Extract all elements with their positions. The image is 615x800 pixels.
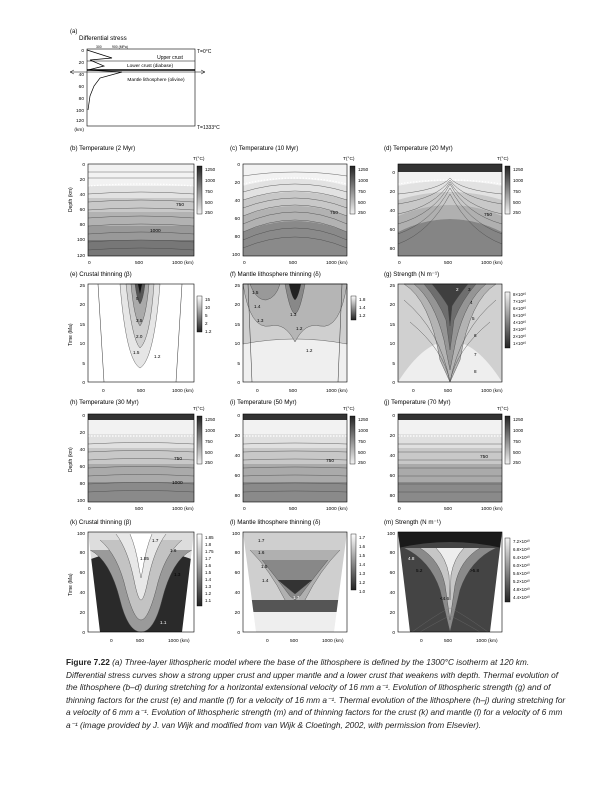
svg-text:10: 10: [205, 305, 211, 310]
svg-text:0: 0: [82, 631, 85, 636]
svg-text:1.2: 1.2: [359, 580, 366, 585]
panel-k-plot: [88, 532, 194, 632]
svg-text:500: 500: [358, 450, 366, 455]
svg-text:1.3: 1.3: [359, 571, 366, 576]
svg-text:60: 60: [79, 571, 85, 576]
svg-text:1.2: 1.2: [205, 329, 212, 334]
panel-k-title: (k) Crustal thinning (β): [70, 519, 132, 526]
svg-text:0: 0: [237, 381, 240, 386]
b-label-750: 750: [176, 203, 185, 208]
svg-text:0: 0: [392, 171, 395, 176]
svg-text:1000: 1000: [205, 178, 216, 183]
c-label-750: 750: [330, 211, 339, 216]
svg-text:40: 40: [234, 454, 240, 459]
svg-text:2: 2: [205, 321, 208, 326]
svg-text:500: 500: [290, 639, 299, 644]
svg-text:1250: 1250: [358, 417, 369, 422]
svg-text:1000 (km): 1000 (km): [322, 639, 344, 644]
svg-text:500: 500: [137, 389, 146, 394]
svg-text:750: 750: [174, 457, 183, 462]
svg-text:1.3: 1.3: [290, 312, 297, 317]
panel-i-plot: [243, 414, 347, 502]
svg-text:750: 750: [358, 439, 366, 444]
panel-m-plot: [398, 532, 502, 632]
svg-text:100: 100: [231, 532, 240, 537]
svg-text:40: 40: [78, 73, 84, 78]
svg-text:1.5: 1.5: [205, 570, 212, 575]
svg-text:1.3: 1.3: [205, 584, 212, 589]
svg-text:60: 60: [389, 571, 395, 576]
svg-text:1.4: 1.4: [359, 305, 366, 310]
panel-a-tick-2: 900 (MPa): [112, 45, 128, 49]
svg-text:1.2: 1.2: [296, 326, 303, 331]
svg-text:80: 80: [234, 235, 240, 240]
svg-text:80: 80: [389, 247, 395, 252]
svg-text:5.2×10¹⁰: 5.2×10¹⁰: [513, 579, 530, 584]
svg-text:1.5: 1.5: [133, 350, 140, 355]
svg-text:20: 20: [79, 303, 85, 308]
svg-text:500: 500: [135, 507, 144, 512]
svg-text:10: 10: [79, 342, 85, 347]
svg-text:15: 15: [389, 323, 395, 328]
svg-text:T(°C): T(°C): [193, 407, 205, 412]
svg-text:80: 80: [234, 551, 240, 556]
panel-j-plot: [398, 414, 502, 502]
panel-a: [70, 29, 220, 133]
base-temp: T=1333°C: [197, 125, 220, 131]
svg-text:80: 80: [79, 223, 85, 228]
svg-text:750: 750: [205, 189, 213, 194]
svg-text:1250: 1250: [513, 417, 524, 422]
legend-k: [197, 534, 214, 606]
svg-text:T(°C): T(°C): [497, 407, 509, 412]
svg-text:4.8: 4.8: [408, 556, 415, 561]
svg-text:1.7: 1.7: [359, 535, 366, 540]
svg-text:1.7: 1.7: [293, 595, 300, 600]
svg-text:100: 100: [76, 532, 85, 537]
panel-l-title: (l) Mantle lithosphere thinning (δ): [230, 519, 321, 526]
row-thinning-16mm: [68, 271, 526, 394]
caption-label: Figure 7.22: [66, 657, 110, 667]
svg-text:750: 750: [358, 189, 366, 194]
svg-text:20: 20: [234, 181, 240, 186]
b-label-1000: 1000: [150, 229, 161, 234]
svg-text:15: 15: [205, 297, 211, 302]
panel-j-title: (j) Temperature (70 Myr): [384, 399, 451, 406]
svg-text:3×10¹⁰: 3×10¹⁰: [513, 327, 527, 332]
svg-text:20: 20: [234, 611, 240, 616]
svg-text:0: 0: [110, 639, 113, 644]
svg-text:250: 250: [513, 460, 521, 465]
svg-text:1.0: 1.0: [359, 589, 366, 594]
svg-text:40: 40: [79, 448, 85, 453]
svg-text:1.7: 1.7: [152, 538, 159, 543]
svg-text:7×10¹⁰: 7×10¹⁰: [513, 299, 527, 304]
panel-d-plot: [398, 164, 502, 256]
svg-text:1.4: 1.4: [205, 577, 212, 582]
svg-text:500: 500: [444, 261, 453, 266]
svg-text:5.2: 5.2: [416, 568, 423, 573]
svg-text:6×10¹⁰: 6×10¹⁰: [513, 306, 527, 311]
svg-text:0: 0: [243, 507, 246, 512]
svg-text:80: 80: [389, 494, 395, 499]
svg-text:1000: 1000: [513, 428, 524, 433]
svg-text:5: 5: [136, 296, 139, 301]
svg-text:60: 60: [389, 228, 395, 233]
svg-text:20: 20: [389, 434, 395, 439]
legend-e: [197, 296, 212, 334]
svg-text:1.6: 1.6: [359, 544, 366, 549]
svg-text:25: 25: [79, 284, 85, 289]
svg-text:1000 (km): 1000 (km): [481, 389, 503, 394]
svg-text:0: 0: [82, 381, 85, 386]
svg-text:(km): (km): [74, 128, 84, 133]
legend-g: [505, 292, 526, 348]
svg-text:250: 250: [358, 460, 366, 465]
svg-text:7: 7: [474, 352, 477, 357]
svg-text:500: 500: [205, 200, 213, 205]
legend-l: [351, 534, 366, 594]
svg-text:0: 0: [392, 631, 395, 636]
svg-text:1250: 1250: [205, 417, 216, 422]
svg-text:20: 20: [79, 178, 85, 183]
top-temp: T=0°C: [197, 49, 212, 55]
panel-m-title: (m) Strength (N m⁻¹): [384, 519, 441, 526]
svg-text:1.85: 1.85: [140, 556, 149, 561]
svg-text:80: 80: [78, 97, 84, 102]
figure-caption: [66, 656, 566, 731]
svg-text:1000 (km): 1000 (km): [326, 389, 348, 394]
svg-text:1.8: 1.8: [359, 297, 366, 302]
svg-text:20: 20: [389, 303, 395, 308]
svg-text:T(°C): T(°C): [343, 157, 355, 162]
panel-f-title: (f) Mantle lithosphere thinning (δ): [230, 271, 321, 278]
svg-text:1000 (km): 1000 (km): [326, 261, 348, 266]
legend-f: [351, 296, 366, 320]
svg-text:1.4: 1.4: [254, 304, 261, 309]
row-thinning-6mm: [68, 519, 530, 644]
panel-c-plot: [243, 164, 347, 256]
svg-text:20: 20: [234, 434, 240, 439]
stress-curve: [87, 50, 122, 110]
svg-text:60: 60: [234, 571, 240, 576]
svg-text:250: 250: [513, 210, 521, 215]
svg-text:5: 5: [205, 313, 208, 318]
svg-text:6.0×10¹⁰: 6.0×10¹⁰: [513, 563, 530, 568]
svg-text:T(°C): T(°C): [497, 157, 509, 162]
svg-text:40: 40: [79, 591, 85, 596]
svg-text:3.5: 3.5: [136, 318, 143, 323]
svg-text:0: 0: [88, 507, 91, 512]
svg-text:1000 (km): 1000 (km): [168, 639, 190, 644]
svg-text:60: 60: [79, 465, 85, 470]
svg-text:1250: 1250: [358, 167, 369, 172]
svg-text:1.2: 1.2: [359, 313, 366, 318]
svg-text:750: 750: [513, 439, 521, 444]
svg-text:4.4×10¹⁰: 4.4×10¹⁰: [513, 595, 530, 600]
svg-text:1000: 1000: [172, 481, 183, 486]
svg-text:60: 60: [234, 474, 240, 479]
layer-lower-crust: Lower crust (diabase): [126, 64, 174, 69]
d-label-750: 750: [484, 213, 493, 218]
svg-text:100: 100: [76, 238, 85, 243]
svg-text:1000 (km): 1000 (km): [481, 507, 503, 512]
svg-text:0: 0: [392, 414, 395, 419]
svg-text:500: 500: [444, 389, 453, 394]
svg-text:60: 60: [234, 217, 240, 222]
svg-text:0: 0: [420, 639, 423, 644]
layer-mantle: Mantle lithosphere (olivine): [127, 78, 185, 83]
svg-text:1.2: 1.2: [306, 348, 313, 353]
svg-text:6: 6: [474, 333, 477, 338]
svg-text:1000 (km): 1000 (km): [326, 507, 348, 512]
svg-text:1250: 1250: [513, 167, 524, 172]
svg-text:4×10¹⁰: 4×10¹⁰: [513, 320, 527, 325]
svg-text:1.4: 1.4: [359, 562, 366, 567]
svg-text:500: 500: [289, 389, 298, 394]
svg-text:Time (Ma): Time (Ma): [68, 573, 74, 596]
svg-text:0: 0: [243, 261, 246, 266]
svg-text:1.3: 1.3: [174, 572, 181, 577]
svg-text:0: 0: [398, 261, 401, 266]
svg-text:500: 500: [289, 261, 298, 266]
svg-text:1.3: 1.3: [257, 318, 264, 323]
svg-text:5: 5: [392, 362, 395, 367]
svg-text:1.7: 1.7: [205, 556, 212, 561]
svg-text:750: 750: [480, 455, 489, 460]
svg-text:Depth (km): Depth (km): [68, 447, 74, 472]
svg-text:1.5: 1.5: [252, 290, 259, 295]
svg-text:0: 0: [82, 414, 85, 419]
panel-a-label: (a): [70, 29, 78, 35]
svg-text:250: 250: [358, 210, 366, 215]
svg-text:15: 15: [234, 323, 240, 328]
svg-text:Time (Ma): Time (Ma): [68, 323, 74, 346]
panel-a-depth-ticks: [74, 48, 84, 133]
svg-text:20: 20: [78, 61, 84, 66]
svg-text:60: 60: [78, 85, 84, 90]
panel-c-title: (c) Temperature (10 Myr): [230, 145, 299, 152]
svg-text:1000 (km): 1000 (km): [481, 261, 503, 266]
svg-text:1.2: 1.2: [154, 354, 161, 359]
panel-f-plot: [243, 284, 347, 382]
svg-text:1.1: 1.1: [205, 598, 212, 603]
svg-text:500: 500: [444, 507, 453, 512]
svg-text:1000 (km): 1000 (km): [172, 389, 194, 394]
svg-text:1.6: 1.6: [258, 550, 265, 555]
panel-h-title: (h) Temperature (30 Myr): [70, 399, 139, 406]
svg-text:0: 0: [256, 389, 259, 394]
svg-text:100: 100: [386, 532, 395, 537]
svg-text:500: 500: [444, 639, 453, 644]
svg-text:1000: 1000: [205, 428, 216, 433]
svg-text:1250: 1250: [205, 167, 216, 172]
svg-text:500: 500: [289, 507, 298, 512]
svg-text:1.75: 1.75: [205, 549, 214, 554]
svg-text:>5.8: >5.8: [470, 568, 480, 573]
svg-text:20: 20: [234, 303, 240, 308]
svg-text:1.8: 1.8: [205, 542, 212, 547]
svg-text:1.4: 1.4: [262, 578, 269, 583]
svg-text:1.1: 1.1: [160, 620, 167, 625]
svg-text:0: 0: [398, 507, 401, 512]
panel-d-title: (d) Temperature (20 Myr): [384, 145, 453, 152]
panel-e-title: (e) Crustal thinning (β): [70, 271, 132, 278]
svg-text:5.6×10¹⁰: 5.6×10¹⁰: [513, 571, 530, 576]
svg-text:500: 500: [513, 200, 521, 205]
row-temperature-6mm: [68, 399, 524, 512]
layer-upper-crust: Upper crust: [157, 55, 183, 61]
svg-text:1.5: 1.5: [261, 564, 268, 569]
svg-text:80: 80: [79, 482, 85, 487]
panel-l-plot: [243, 532, 347, 632]
svg-text:1.6: 1.6: [170, 548, 177, 553]
panel-h-plot: [88, 414, 194, 502]
svg-text:0: 0: [102, 389, 105, 394]
svg-text:40: 40: [389, 454, 395, 459]
svg-text:Depth (km): Depth (km): [68, 187, 74, 212]
svg-text:40: 40: [389, 209, 395, 214]
svg-text:0: 0: [237, 414, 240, 419]
svg-text:0: 0: [81, 49, 84, 54]
svg-text:2×10¹⁰: 2×10¹⁰: [513, 334, 527, 339]
svg-text:0: 0: [237, 631, 240, 636]
svg-text:500: 500: [205, 450, 213, 455]
svg-text:0: 0: [392, 381, 395, 386]
svg-text:0: 0: [237, 163, 240, 168]
svg-text:1.85: 1.85: [205, 535, 214, 540]
svg-text:1000: 1000: [358, 428, 369, 433]
svg-text:60: 60: [79, 208, 85, 213]
svg-text:1000 (km): 1000 (km): [172, 261, 194, 266]
panel-b-title: (b) Temperature (2 Myr): [70, 145, 136, 152]
svg-text:25: 25: [389, 284, 395, 289]
svg-text:6.8×10¹⁰: 6.8×10¹⁰: [513, 547, 530, 552]
svg-text:15: 15: [79, 323, 85, 328]
svg-text:100: 100: [75, 109, 84, 114]
svg-text:1×10¹⁰: 1×10¹⁰: [513, 341, 527, 346]
svg-text:<4.6: <4.6: [440, 596, 450, 601]
svg-text:25: 25: [234, 284, 240, 289]
svg-text:3: 3: [468, 287, 471, 292]
svg-text:750: 750: [205, 439, 213, 444]
svg-text:750: 750: [513, 189, 521, 194]
svg-text:120: 120: [76, 254, 85, 259]
svg-text:2: 2: [456, 287, 459, 292]
panel-g-plot: [398, 284, 502, 382]
svg-text:1.2: 1.2: [205, 591, 212, 596]
svg-text:0: 0: [412, 389, 415, 394]
svg-text:500: 500: [513, 450, 521, 455]
svg-text:80: 80: [389, 551, 395, 556]
panel-e-plot: [88, 284, 194, 382]
svg-text:250: 250: [205, 210, 213, 215]
panel-g-title: (g) Strength (N m⁻¹): [384, 271, 440, 278]
svg-text:0: 0: [82, 163, 85, 168]
svg-text:20: 20: [79, 611, 85, 616]
svg-text:500: 500: [135, 261, 144, 266]
svg-text:40: 40: [389, 591, 395, 596]
svg-text:2.0: 2.0: [136, 334, 143, 339]
svg-text:10: 10: [389, 342, 395, 347]
svg-text:1000 (km): 1000 (km): [476, 639, 498, 644]
svg-text:T(°C): T(°C): [193, 157, 205, 162]
svg-text:5: 5: [237, 362, 240, 367]
svg-text:5: 5: [472, 316, 475, 321]
svg-text:100: 100: [231, 253, 240, 258]
svg-text:1.5: 1.5: [359, 553, 366, 558]
svg-text:60: 60: [389, 474, 395, 479]
panel-a-title: Differential stress: [79, 35, 127, 42]
svg-text:T(°C): T(°C): [343, 407, 355, 412]
svg-text:8: 8: [474, 369, 477, 374]
svg-text:80: 80: [234, 494, 240, 499]
svg-text:4: 4: [470, 300, 473, 305]
svg-text:40: 40: [234, 591, 240, 596]
svg-text:0: 0: [266, 639, 269, 644]
svg-text:1000: 1000: [513, 178, 524, 183]
svg-text:20: 20: [389, 190, 395, 195]
svg-text:500: 500: [358, 200, 366, 205]
caption-text: (a) Three-layer lithospheric model where the base of the lithosphere is defined by the 1300°C isotherm at 120 km. Differential stress curves show a strong upper crust and upper mantle and a lower crust that weakens with depth. Thermal evolution of the lithosphere (b–d) during stretching for a horizontal extensional velocity of 16 mm a⁻¹. Evolution of lithospheric strength (g) and of thinning factors for the crust (e) and mantle (f) for a velocity of 16 mm a⁻¹. Thermal evolution of the lithosphere (h–j) during stretching for a velocity of 6 mm a⁻¹. Evolution of lithospheric strength (m) and of thinning factors for the crust (k) and mantle (l) for a velocity of 6 mm a⁻¹ (image provided by J. van Wijk and modified from van Wijk & Cloetingh, 2002, with permission from Elsevier).: [66, 657, 566, 730]
svg-text:500: 500: [136, 639, 145, 644]
svg-text:20: 20: [79, 431, 85, 436]
svg-text:6.4×10¹⁰: 6.4×10¹⁰: [513, 555, 530, 560]
svg-text:750: 750: [326, 459, 335, 464]
svg-text:10: 10: [234, 342, 240, 347]
svg-text:40: 40: [234, 199, 240, 204]
svg-text:7.2×10¹⁰: 7.2×10¹⁰: [513, 539, 530, 544]
svg-text:1000 (km): 1000 (km): [172, 507, 194, 512]
row-temperature-16mm: [68, 145, 524, 266]
svg-text:1.7: 1.7: [258, 538, 265, 543]
svg-text:80: 80: [79, 551, 85, 556]
svg-text:1000: 1000: [358, 178, 369, 183]
panel-b-plot: [88, 164, 194, 256]
svg-text:120: 120: [75, 119, 84, 124]
svg-text:0: 0: [88, 261, 91, 266]
panel-i-title: (i) Temperature (50 Myr): [230, 399, 297, 406]
svg-text:5×10¹⁰: 5×10¹⁰: [513, 313, 527, 318]
panel-a-tick-1: 300: [96, 45, 102, 49]
svg-text:1.6: 1.6: [205, 563, 212, 568]
legend-m: [505, 538, 530, 602]
svg-text:100: 100: [76, 499, 85, 504]
svg-text:4.8×10¹⁰: 4.8×10¹⁰: [513, 587, 530, 592]
svg-text:20: 20: [389, 611, 395, 616]
svg-text:40: 40: [79, 193, 85, 198]
svg-text:250: 250: [205, 460, 213, 465]
svg-text:8×10¹⁰: 8×10¹⁰: [513, 292, 527, 297]
svg-text:5: 5: [82, 362, 85, 367]
